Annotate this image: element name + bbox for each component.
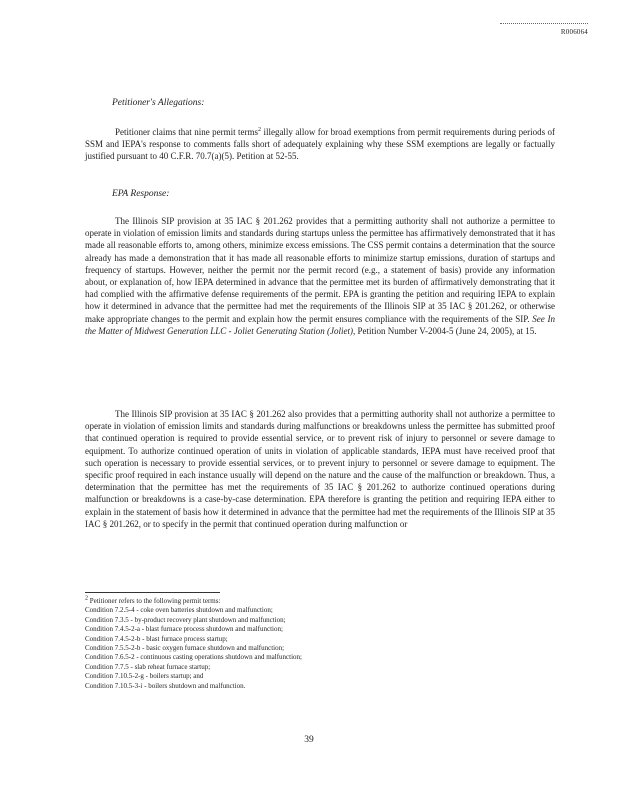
footnote-item: Condition 7.3.5 - by-product recovery plant shutdown and malfunction; bbox=[85, 615, 286, 624]
epa-response-heading: EPA Response: bbox=[112, 189, 170, 199]
footnote-divider bbox=[85, 592, 220, 593]
footnote-item: Condition 7.4.5-2-a - blast furnace process shutdown and malfunction; bbox=[85, 625, 283, 634]
footnote-item: Condition 7.2.5-4 - coke oven batteries shutdown and malfunction; bbox=[85, 606, 273, 615]
footnote-item: Condition 7.4.5-2-b - blast furnace process startup; bbox=[85, 634, 228, 643]
footnote-item: Condition 7.10.5-2-g - boilers startup; and bbox=[85, 672, 204, 681]
footnotes-list bbox=[85, 597, 565, 691]
header-rule bbox=[500, 23, 588, 24]
footnote-intro-text: Petitioner refers to the following permit terms: bbox=[89, 597, 221, 605]
response-p1-text: The Illinois SIP provision at 35 IAC § 201.262 provides that a permitting authority shall not authorize a permittee to operate in violation of emission limits and standards during startups unless the permittee has affirmatively demonstrated that it has made all reasonable efforts to, among others, minimize excess emissions. The CSS permit contains a determination that the source already has made a demonstration that it has made all reasonable efforts to minimize startup emissions, duration of startups and frequency of startups. However, neither the permit nor the permit record (e.g., a statement of basis) provide any information about, or explanation of, how IEPA determined in advance that the permittee met its burden of affirmatively demonstrating that it had complied with the affirmative defense requirements of the permit. EPA is granting the petition and requiring IEPA to explain how it determined in advance that the permittee had met the requirements of the Illinois SIP at 35 IAC § 201.262, or otherwise make appropriate changes to the permit and explain how the permit ensures compliance with the requirements of the SIP. bbox=[85, 216, 555, 324]
response-paragraph-1 bbox=[85, 215, 555, 337]
allegations-paragraph bbox=[85, 126, 555, 163]
page-number: 39 bbox=[304, 735, 314, 745]
case-citation: See In the Matter of Midwest Generation LLC - Joliet Generating Station (Joliet) bbox=[85, 313, 555, 336]
footnote-reference[interactable]: 2 bbox=[258, 127, 262, 133]
response-paragraph-2: The Illinois SIP provision at 35 IAC § 201.262 also provides that a permitting authority shall not authorize a permittee to operate in violation of emission limits and standards during malfunctions or breakdowns unless the permittee has submitted proof that continued operation is required to provide essential service, or to prevent risk of injury to personnel or severe damage to equipment. To authorize continued operation of units in violation of applicable standards, IEPA must have received proof that such operation is necessary to provide essential services, or to prevent injury to personnel or severe damage to equipment. The specific proof required in each instance usually will depend on the nature and the cause of the malfunction or breakdown. Thus, a determination that the permittee has met the requirements of 35 IAC § 201.262 to authorize continued operations during malfunction or breakdowns is a case-by-case determination. EPA therefore is granting the petition and requiring IEPA either to explain in the statement of basis how it determined in advance that the permittee had met the requirements of the Illinois SIP at 35 IAC § 201.262, or to specify in the permit that continued operation during malfunction or bbox=[85, 409, 555, 529]
footnote-item: Condition 7.5.5-2-b - basic oxygen furnace shutdown and malfunction; bbox=[85, 644, 285, 653]
footnote-item: Condition 7.10.5-3-i - boilers shutdown and malfunction. bbox=[85, 681, 246, 690]
footnote-item: Condition 7.6.5-2 - continuous casting operations shutdown and malfunction; bbox=[85, 653, 302, 662]
footnote-marker: 2 bbox=[85, 595, 88, 602]
response-p1-citation-tail: , Petition Number V-2004-5 (June 24, 2005), at 15. bbox=[352, 325, 537, 336]
document-id: R006064 bbox=[560, 28, 588, 36]
footnote-item: Condition 7.7.5 - slab reheat furnace startup; bbox=[85, 662, 211, 671]
allegations-text-start: Petitioner claims that nine permit terms bbox=[115, 127, 259, 137]
footnote-intro bbox=[85, 597, 565, 606]
petitioner-allegations-heading: Petitioner's Allegations: bbox=[112, 98, 205, 108]
allegations-text-end: illegally allow for broad exemptions from permit requirements during periods of SSM and IEPA's response to comments falls short of adequately explaining why these SSM exemptions are legally or factually justified pursuant to 40 C.F.R. 70.7(a)(5). Petition at 52-55. bbox=[85, 127, 555, 162]
